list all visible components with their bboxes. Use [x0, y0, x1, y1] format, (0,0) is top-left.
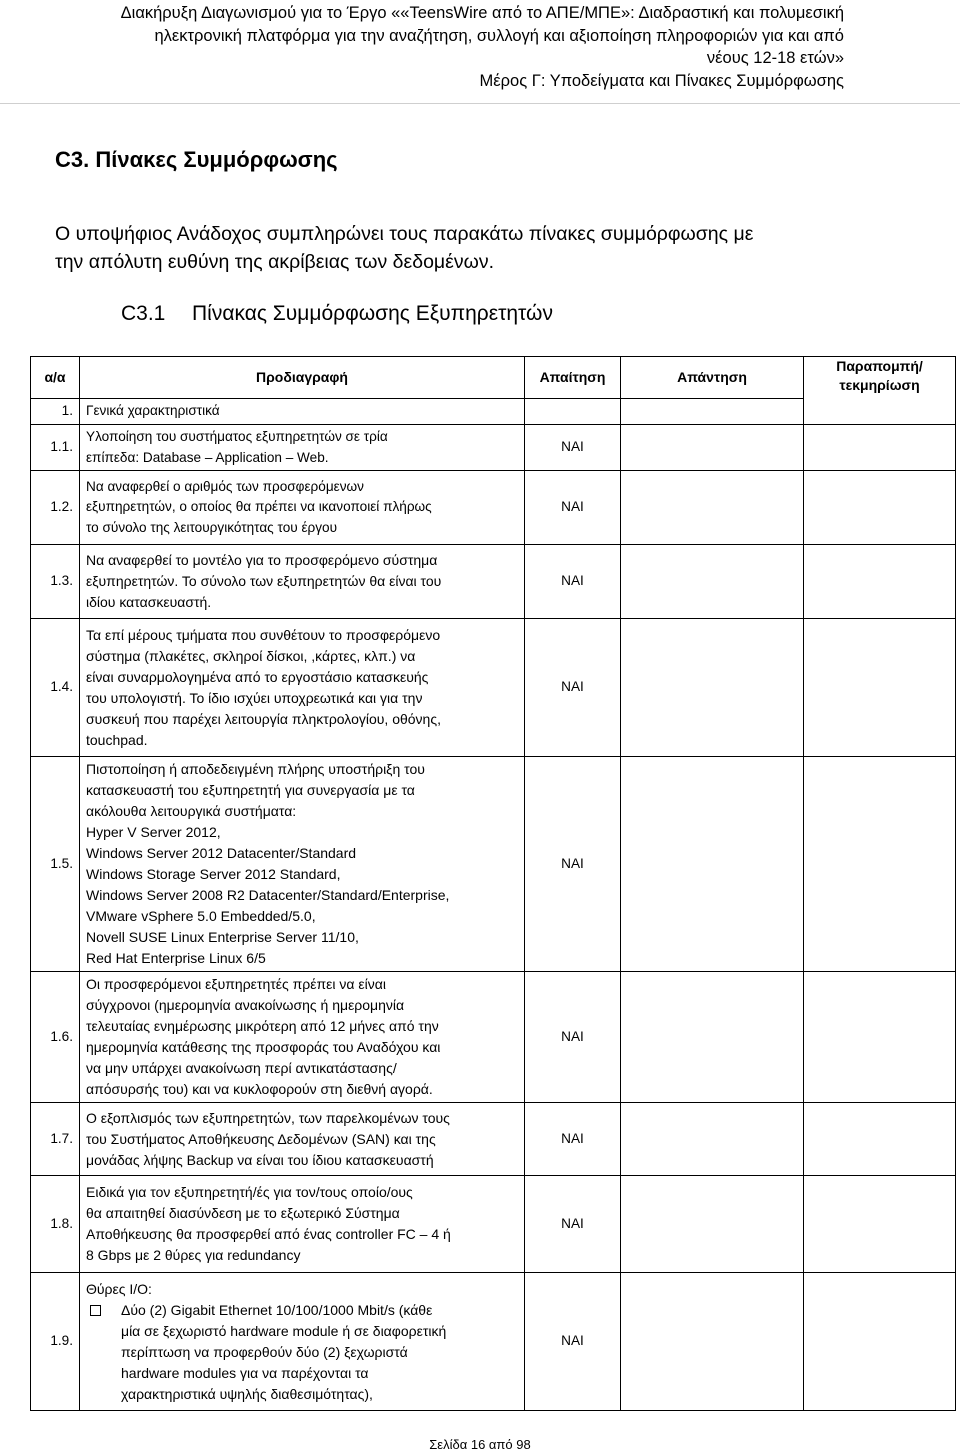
spec-line: εξυπηρετητών. Το σύνολο των εξυπηρετητών θα είναι του — [86, 573, 442, 590]
group-label: Γενικά χαρακτηριστικά — [80, 399, 525, 425]
row-requirement: ΝΑΙ — [525, 424, 621, 471]
spec-line: να μην υπάρχει ανακοίνωση περί αντικατάστασης/ — [86, 1060, 397, 1077]
table-row — [31, 972, 956, 1103]
spec-line: τελευταίας ενημέρωσης μικρότερη από 12 μήνες από την — [86, 1018, 439, 1035]
row-reference-cell[interactable] — [804, 1103, 956, 1176]
row-spec — [80, 757, 525, 972]
table-row — [31, 424, 956, 471]
table-row — [31, 1273, 956, 1411]
row-spec — [80, 471, 525, 545]
row-answer-cell[interactable] — [621, 545, 804, 619]
document-header — [14, 2, 844, 92]
row-answer-cell[interactable] — [621, 424, 804, 471]
spec-line: Θύρες I/O: — [86, 1280, 152, 1297]
row-number: 1.8. — [31, 1176, 80, 1273]
row-answer-cell[interactable] — [621, 1176, 804, 1273]
spec-line: είναι συναρμολογημένα από το εργοστάσιο κατασκευής — [86, 668, 429, 685]
table-row — [31, 1103, 956, 1176]
spec-line: Novell SUSE Linux Enterprise Server 11/10, — [86, 929, 359, 946]
row-spec — [80, 619, 525, 757]
spec-line: Τα επί μέρους τμήματα που συνθέτουν το προσφερόμενο — [86, 626, 441, 643]
bullet-line: χαρακτηριστικά υψηλής διαθεσιμότητας), — [121, 1385, 373, 1402]
spec-line: κατασκευαστή του εξυπηρετητή για συνεργασία με τα — [86, 782, 415, 799]
checkbox-bullet-icon — [90, 1305, 101, 1316]
table-row — [31, 471, 956, 545]
spec-line: 8 Gbps με 2 θύρες για redundancy — [86, 1247, 301, 1264]
bullet-line: μία σε ξεχωριστό hardware module ή σε διαφορετική — [121, 1322, 447, 1339]
header-line: νέους 12-18 ετών» — [706, 49, 844, 67]
row-requirement: ΝΑΙ — [525, 471, 621, 545]
row-number: 1.9. — [31, 1273, 80, 1411]
spec-line: θα απαιτηθεί διασύνδεση με το εξωτερικό Σύστημα — [86, 1205, 400, 1222]
row-spec — [80, 1273, 525, 1411]
group-req-cell — [525, 399, 621, 425]
spec-line: μονάδας λήψης Backup να είναι του ίδιου κατασκευαστή — [86, 1151, 434, 1168]
header-line: Μέρος Γ: Υποδείγματα και Πίνακες Συμμόρφωσης — [479, 71, 844, 90]
spec-line: VMware vSphere 5.0 Embedded/5.0, — [86, 908, 316, 925]
subsection-number: C3.1 — [121, 302, 166, 325]
header-divider — [0, 103, 960, 104]
row-reference-cell[interactable] — [804, 424, 956, 471]
page-footer: Σελίδα 16 από 98 — [429, 1437, 531, 1452]
row-number: 1.1. — [31, 424, 80, 471]
spec-line: Οι προσφερόμενοι εξυπηρετητές πρέπει να είναι — [86, 976, 386, 993]
spec-line: touchpad. — [86, 731, 148, 748]
spec-line: το σύνολο της λειτουργικότητας του έργου — [86, 520, 338, 536]
bullet-text — [121, 1300, 446, 1405]
spec-line: Πιστοποίηση ή αποδεδειγμένη πλήρης υποστήριξη του — [86, 761, 425, 778]
row-reference-cell[interactable] — [804, 757, 956, 972]
row-spec — [80, 1176, 525, 1273]
header-aa: α/α — [31, 357, 80, 399]
spec-line: Ο εξοπλισμός των εξυπηρετητών, των παρελκομένων τους — [86, 1109, 450, 1126]
spec-line: συσκευή που παρέχει λειτουργία πληκτρολογίου, οθόνης, — [86, 710, 441, 727]
table-row — [31, 1176, 956, 1273]
spec-line: του Συστήματος Αποθήκευσης Δεδομένων (SAN) και της — [86, 1130, 436, 1147]
table-row — [31, 619, 956, 757]
group-number: 1. — [31, 399, 80, 425]
bullet-line: περίπτωση να προφερθούν δύο (2) ξεχωριστά — [121, 1343, 408, 1360]
spec-line: ημερομηνία κατάθεσης της προσφοράς του Αναδόχου και — [86, 1039, 441, 1056]
bullet-line: Δύο (2) Gigabit Ethernet 10/100/1000 Mbit/s (κάθε — [121, 1301, 433, 1318]
header-ref: Παραπομπή/ τεκμηρίωση — [804, 357, 956, 425]
row-requirement: ΝΑΙ — [525, 545, 621, 619]
header-answer: Απάντηση — [621, 357, 804, 399]
section-title: C3. Πίνακες Συμμόρφωσης — [55, 147, 338, 172]
row-requirement: ΝΑΙ — [525, 972, 621, 1103]
row-spec — [80, 1103, 525, 1176]
table-row — [31, 545, 956, 619]
row-spec — [80, 972, 525, 1103]
spec-line: Windows Server 2012 Datacenter/Standard — [86, 845, 357, 862]
row-requirement: ΝΑΙ — [525, 1176, 621, 1273]
spec-line: Windows Storage Server 2012 Standard, — [86, 866, 341, 883]
row-number: 1.5. — [31, 757, 80, 972]
spec-line: Να αναφερθεί ο αριθμός των προσφερόμενων — [86, 478, 364, 494]
subsection-title: Πίνακας Συμμόρφωσης Εξυπηρετητών — [192, 302, 553, 325]
bullet-item — [86, 1300, 518, 1405]
row-answer-cell[interactable] — [621, 471, 804, 545]
intro-paragraph — [55, 220, 845, 276]
row-reference-cell[interactable] — [804, 545, 956, 619]
row-reference-cell[interactable] — [804, 972, 956, 1103]
spec-line: Αποθήκευσης θα προσφερθεί από ένας controller FC – 4 ή — [86, 1226, 451, 1243]
row-reference-cell[interactable] — [804, 1273, 956, 1411]
row-answer-cell[interactable] — [621, 972, 804, 1103]
group-answer-cell — [621, 399, 804, 425]
spec-line: Ειδικά για τον εξυπηρετητή/ές για τον/τους οποίο/ους — [86, 1184, 413, 1201]
spec-line: Windows Server 2008 R2 Datacenter/Standard/Enterprise, — [86, 887, 450, 904]
table-header-row — [31, 357, 956, 399]
row-requirement: ΝΑΙ — [525, 1273, 621, 1411]
subsection-heading — [121, 302, 553, 326]
intro-line: Ο υποψήφιος Ανάδοχος συμπληρώνει τους παρακάτω πίνακες συμμόρφωσης με — [55, 223, 754, 245]
compliance-table — [30, 356, 956, 1411]
row-answer-cell[interactable] — [621, 1103, 804, 1176]
row-answer-cell[interactable] — [621, 619, 804, 757]
row-requirement: ΝΑΙ — [525, 619, 621, 757]
header-line: ηλεκτρονική πλατφόρμα για την αναζήτηση, συλλογή και αξιοποίηση πληροφοριών για και από — [154, 26, 844, 45]
spec-line: απόσυρσής του) και να κυκλοφορούν στη διεθνή αγορά. — [86, 1081, 433, 1098]
spec-line: επίπεδα: Database – Application – Web. — [86, 449, 329, 465]
row-spec — [80, 424, 525, 471]
row-answer-cell[interactable] — [621, 757, 804, 972]
row-requirement: ΝΑΙ — [525, 1103, 621, 1176]
row-reference-cell[interactable] — [804, 619, 956, 757]
spec-line: σύγχρονοι (ημερομηνία ανακοίνωσης ή ημερομηνία — [86, 997, 405, 1014]
intro-line: την απόλυτη ευθύνη της ακρίβειας των δεδομένων. — [55, 251, 494, 273]
row-number: 1.7. — [31, 1103, 80, 1176]
spec-line: ακόλουθα λειτουργικά συστήματα: — [86, 803, 297, 820]
spec-line: σύστημα (πλακέτες, σκληροί δίσκοι, ,κάρτες, κλπ.) να — [86, 647, 416, 664]
row-number: 1.6. — [31, 972, 80, 1103]
header-req: Απαίτηση — [525, 357, 621, 399]
spec-line: Να αναφερθεί το μοντέλο για το προσφερόμενο σύστημα — [86, 552, 438, 569]
bullet-line: hardware modules για να παρέχονται τα — [121, 1364, 369, 1381]
spec-line: του υπολογιστή. Το ίδιο ισχύει υποχρεωτικά και για την — [86, 689, 423, 706]
spec-line: Hyper V Server 2012, — [86, 824, 221, 841]
row-answer-cell[interactable] — [621, 1273, 804, 1411]
row-number: 1.3. — [31, 545, 80, 619]
row-spec — [80, 545, 525, 619]
spec-line: Υλοποίηση του συστήματος εξυπηρετητών σε τρία — [86, 428, 388, 444]
table-row — [31, 757, 956, 972]
row-requirement: ΝΑΙ — [525, 757, 621, 972]
spec-line: εξυπηρετητών, ο οποίος θα πρέπει να ικανοποιεί πλήρως — [86, 499, 432, 515]
row-number: 1.4. — [31, 619, 80, 757]
row-reference-cell[interactable] — [804, 471, 956, 545]
header-line: Διακήρυξη Διαγωνισμού για το Έργο ««TeensWire από το ΑΠΕ/ΜΠΕ»: Διαδραστική και πολυμεσική — [120, 4, 844, 22]
row-number: 1.2. — [31, 471, 80, 545]
spec-line: ιδίου κατασκευαστή. — [86, 594, 212, 611]
header-spec: Προδιαγραφή — [80, 357, 525, 399]
row-reference-cell[interactable] — [804, 1176, 956, 1273]
spec-line: Red Hat Enterprise Linux 6/5 — [86, 950, 266, 967]
